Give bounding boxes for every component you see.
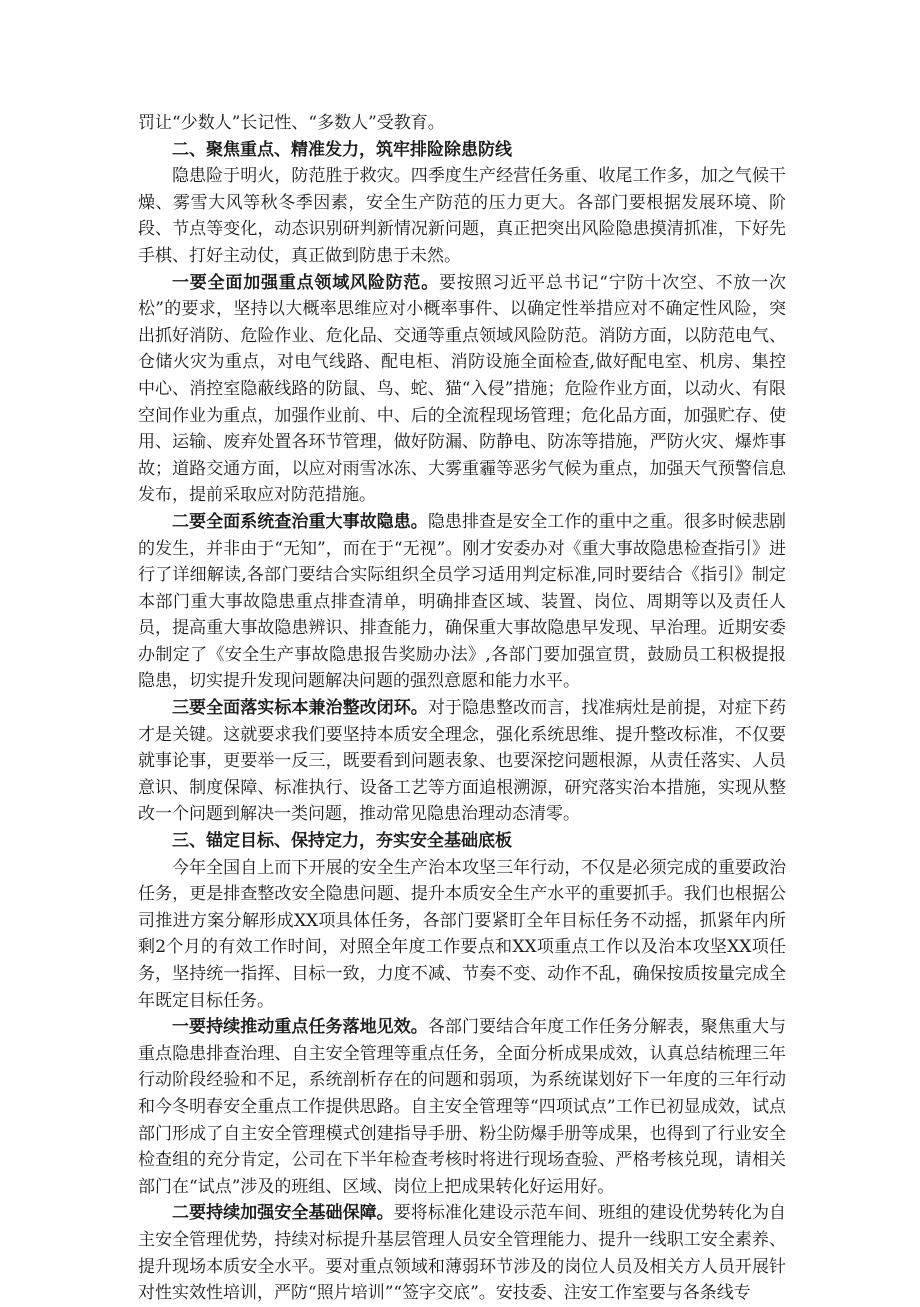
section-heading-2: 二、聚焦重点、精准发力，筑牢排险除患防线 [172, 139, 512, 160]
paragraph [138, 270, 786, 509]
paragraph-body: 要将标准化建设示范车间、班组的建设优势转化为自主安全管理优势，持续对标提升基层管理人员安全管理能力、提升一线职工安全素养、提升现场本质安全水平。要对重点领域和薄弱环节涉及的岗位人员及相关方人员开展针对性实效性培训，严防“照片培训”“签字交底”。安技委、注安工作室要与各条线专 [138, 1203, 787, 1304]
paragraph-lead: 二要全面系统查治重大事故隐患。 [172, 511, 428, 532]
paragraph [138, 1200, 786, 1306]
paragraph-body: 隐患排查是安全工作的重中之重。很多时候悲剧的发生，并非由于“无知”，而在于“无视”。刚才安委办对《重大事故隐患检查指引》进行了详细解读,各部门要结合实际组织全员学习适用判定标准,同时要结合《指引》制定本部门重大事故隐患重点排查清单，明确排查区域、装置、岗位、周期等以及责任人员，提高重大事故隐患辨识、排查能力，确保重大事故隐患早发现、早治理。近期安委办制定了《安全生产事故隐患报告奖励办法》,各部门要加强宣贯，鼓励员工积极提报隐患，切实提升发现问题解决问题的强烈意愿和能力水平。 [138, 511, 787, 692]
paragraph-lead: 二要持续加强安全基础保障。 [172, 1203, 394, 1224]
paragraph-continuation: 罚让“少数人”长记性、“多数人”受教育。 [138, 113, 445, 133]
paragraph [138, 509, 786, 695]
paragraph [138, 695, 786, 828]
paragraph: 隐患险于明火，防范胜于救灾。四季度生产经营任务重、收尾工作多，加之气候干燥、雾雪大风等秋冬季因素，安全生产防范的压力更大。各部门要根据发展环境、阶段、节点等变化，动态识别研判新情况新问题，真正把突出风险隐患摸清抓准，下好先手棋、打好主动仗，真正做到防患于未然。 [138, 166, 786, 266]
paragraph [138, 1014, 786, 1200]
section-heading-3: 三、锚定目标、保持定力，夯实安全基础底板 [172, 831, 512, 852]
paragraph: 今年全国自上而下开展的安全生产治本攻坚三年行动，不仅是必须完成的重要政治任务，更是排查整改安全隐患问题、提升本质安全生产水平的重要抓手。我们也根据公司推进方案分解形成XX项具体任务，各部门要紧盯全年目标任务不动摇，抓紧年内所剩2个月的有效工作时间，对照全年度工作要点和XX项重点工作以及治本攻坚XX项任务，坚持统一指挥、目标一致，力度不减、节奏不变、动作不乱，确保按质按量完成全年既定目标任务。 [138, 857, 786, 1011]
paragraph-lead: 一要全面加强重点领域风险防范。 [172, 272, 440, 293]
document-page [138, 110, 786, 1307]
paragraph-body: 要按照习近平总书记“宁防十次空、不放一次松”的要求，坚持以大概率思维应对小概率事件、以确定性举措应对不确定性风险，突出抓好消防、危险作业、危化品、交通等重点领域风险防范。消防方面，以防范电气、仓储火灾为重点，对电气线路、配电柜、消防设施全面检查,做好配电室、机房、集控中心、消控室隐蔽线路的防鼠、鸟、蛇、猫“入侵”措施；危险作业方面，以动火、有限空间作业为重点，加强作业前、中、后的全流程现场管理；危化品方面，加强贮存、使用、运输、废弃处置各环节管理，做好防漏、防静电、防冻等措施，严防火灾、爆炸事故；道路交通方面，以应对雨雪冰冻、大雾重霾等恶劣气候为重点，加强天气预警信息发布，提前采取应对防范措施。 [138, 272, 786, 506]
paragraph-body: 各部门要结合年度工作任务分解表，聚焦重大与重点隐患排查治理、自主安全管理等重点任务，全面分析成果成效，认真总结梳理三年行动阶段经验和不足，系统剖析存在的问题和弱项，为系统谋划好下一年度的三年行动和今冬明春安全重点工作提供思路。自主安全管理等“四项试点”工作已初显成效，试点部门形成了自主安全管理模式创建指导手册、粉尘防爆手册等成果，也得到了行业安全检查组的充分肯定，公司在下半年检查考核时将进行现场查验、严格考核兑现，请相关部门在“试点”涉及的班组、区域、岗位上把成果转化好运用好。 [138, 1017, 787, 1197]
paragraph-body: 对于隐患整改而言，找准病灶是前提，对症下药才是关键。这就要求我们要坚持本质安全理念，强化系统思维、提升整改标准，不仅要就事论事，更要举一反三，既要看到问题表象、也要深挖问题根源，从责任落实、人员意识、制度保障、标准执行、设备工艺等方面追根溯源，研究落实治本措施，实现从整改一个问题到解决一类问题，推动常见隐患治理动态清零。 [138, 698, 787, 825]
paragraph-lead: 三要全面落实标本兼治整改闭环。 [172, 698, 428, 719]
paragraph-lead: 一要持续推动重点任务落地见效。 [172, 1017, 428, 1038]
